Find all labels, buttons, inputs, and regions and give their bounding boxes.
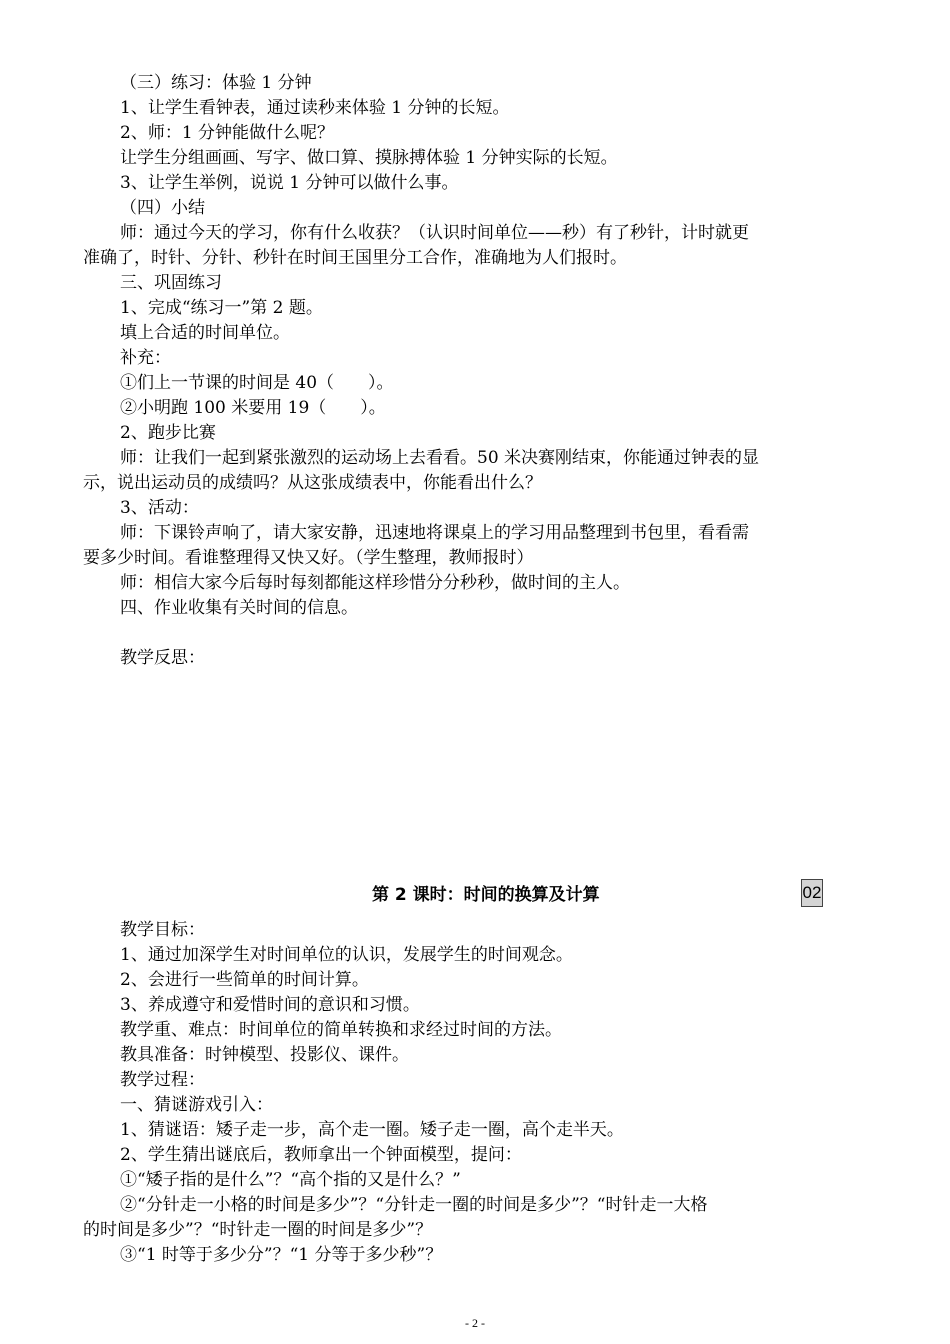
paragraph: 教具准备：时钟模型、投影仪、课件。 — [120, 1045, 409, 1065]
paragraph: 让学生分组画画、写字、做口算、摸脉搏体验 1 分钟实际的长短。 — [120, 148, 618, 168]
paragraph: 1、猜谜语：矮子走一步，高个走一圈。矮子走一圈，高个走半天。 — [120, 1120, 624, 1140]
paragraph: 师：通过今天的学习，你有什么收获？（认识时间单位——秒）有了秒针，计时就更 — [120, 223, 749, 243]
teaching-reflection-label: 教学反思： — [120, 648, 205, 668]
paragraph: 填上合适的时间单位。 — [120, 323, 290, 343]
paragraph: 教学重、难点：时间单位的简单转换和求经过时间的方法。 — [120, 1020, 562, 1040]
paragraph: 3、养成遵守和爱惜时间的意识和习惯。 — [120, 995, 420, 1015]
paragraph: 2、师：1 分钟能做什么呢？ — [120, 123, 335, 143]
page-number: - 2 - — [465, 1316, 485, 1330]
paragraph: 2、学生猜出谜底后，教师拿出一个钟面模型，提问： — [120, 1145, 522, 1165]
paragraph: 2、跑步比赛 — [120, 423, 216, 443]
question-item: ③“1 时等于多少分”？“1 分等于多少秒”？ — [120, 1245, 443, 1265]
paragraph: 准确了，时针、分针、秒针在时间王国里分工合作，准确地为人们报时。 — [83, 248, 627, 268]
paragraph: 1、通过加深学生对时间单位的认识，发展学生的时间观念。 — [120, 945, 573, 965]
lesson-title: 第 2 课时：时间的换算及计算 — [372, 885, 600, 905]
paragraph: 补充： — [120, 348, 171, 368]
subheading-practice: （三）练习：体验 1 分钟 — [120, 73, 312, 93]
subheading-summary: （四）小结 — [120, 198, 205, 218]
heading-consolidation: 三、巩固练习 — [120, 273, 222, 293]
exercise-item: ①们上一节课的时间是 40（ ）。 — [120, 373, 394, 393]
paragraph: 3、活动： — [120, 498, 199, 518]
exercise-item: ②小明跑 100 米要用 19（ ）。 — [120, 398, 386, 418]
paragraph: 1、让学生看钟表，通过读秒来体验 1 分钟的长短。 — [120, 98, 510, 118]
paragraph: 要多少时间。看谁整理得又快又好。（学生整理，教师报时） — [83, 548, 534, 568]
paragraph: 2、会进行一些简单的时间计算。 — [120, 970, 369, 990]
paragraph: 教学目标： — [120, 920, 205, 940]
lesson-number-badge: 02 — [801, 879, 823, 907]
heading-homework: 四、作业收集有关时间的信息。 — [120, 598, 358, 618]
paragraph: 示，说出运动员的成绩吗？从这张成绩表中，你能看出什么？ — [83, 473, 542, 493]
paragraph: 师：让我们一起到紧张激烈的运动场上去看看。50 米决赛刚结束，你能通过钟表的显 — [120, 448, 760, 468]
paragraph: 师：相信大家今后每时每刻都能这样珍惜分分秒秒，做时间的主人。 — [120, 573, 630, 593]
paragraph: 1、完成“练习一”第 2 题。 — [120, 298, 323, 318]
paragraph: 一、猜谜游戏引入： — [120, 1095, 273, 1115]
paragraph: 师：下课铃声响了，请大家安静，迅速地将课桌上的学习用品整理到书包里，看看需 — [120, 523, 749, 543]
question-item: ①“矮子指的是什么”？“高个指的又是什么？” — [120, 1170, 461, 1190]
paragraph: 教学过程： — [120, 1070, 205, 1090]
paragraph: 的时间是多少”？“时针走一圈的时间是多少”？ — [83, 1220, 433, 1240]
paragraph: 3、让学生举例，说说 1 分钟可以做什么事。 — [120, 173, 459, 193]
question-item: ②“分针走一小格的时间是多少”？“分针走一圈的时间是多少”？“时针走一大格 — [120, 1195, 708, 1215]
